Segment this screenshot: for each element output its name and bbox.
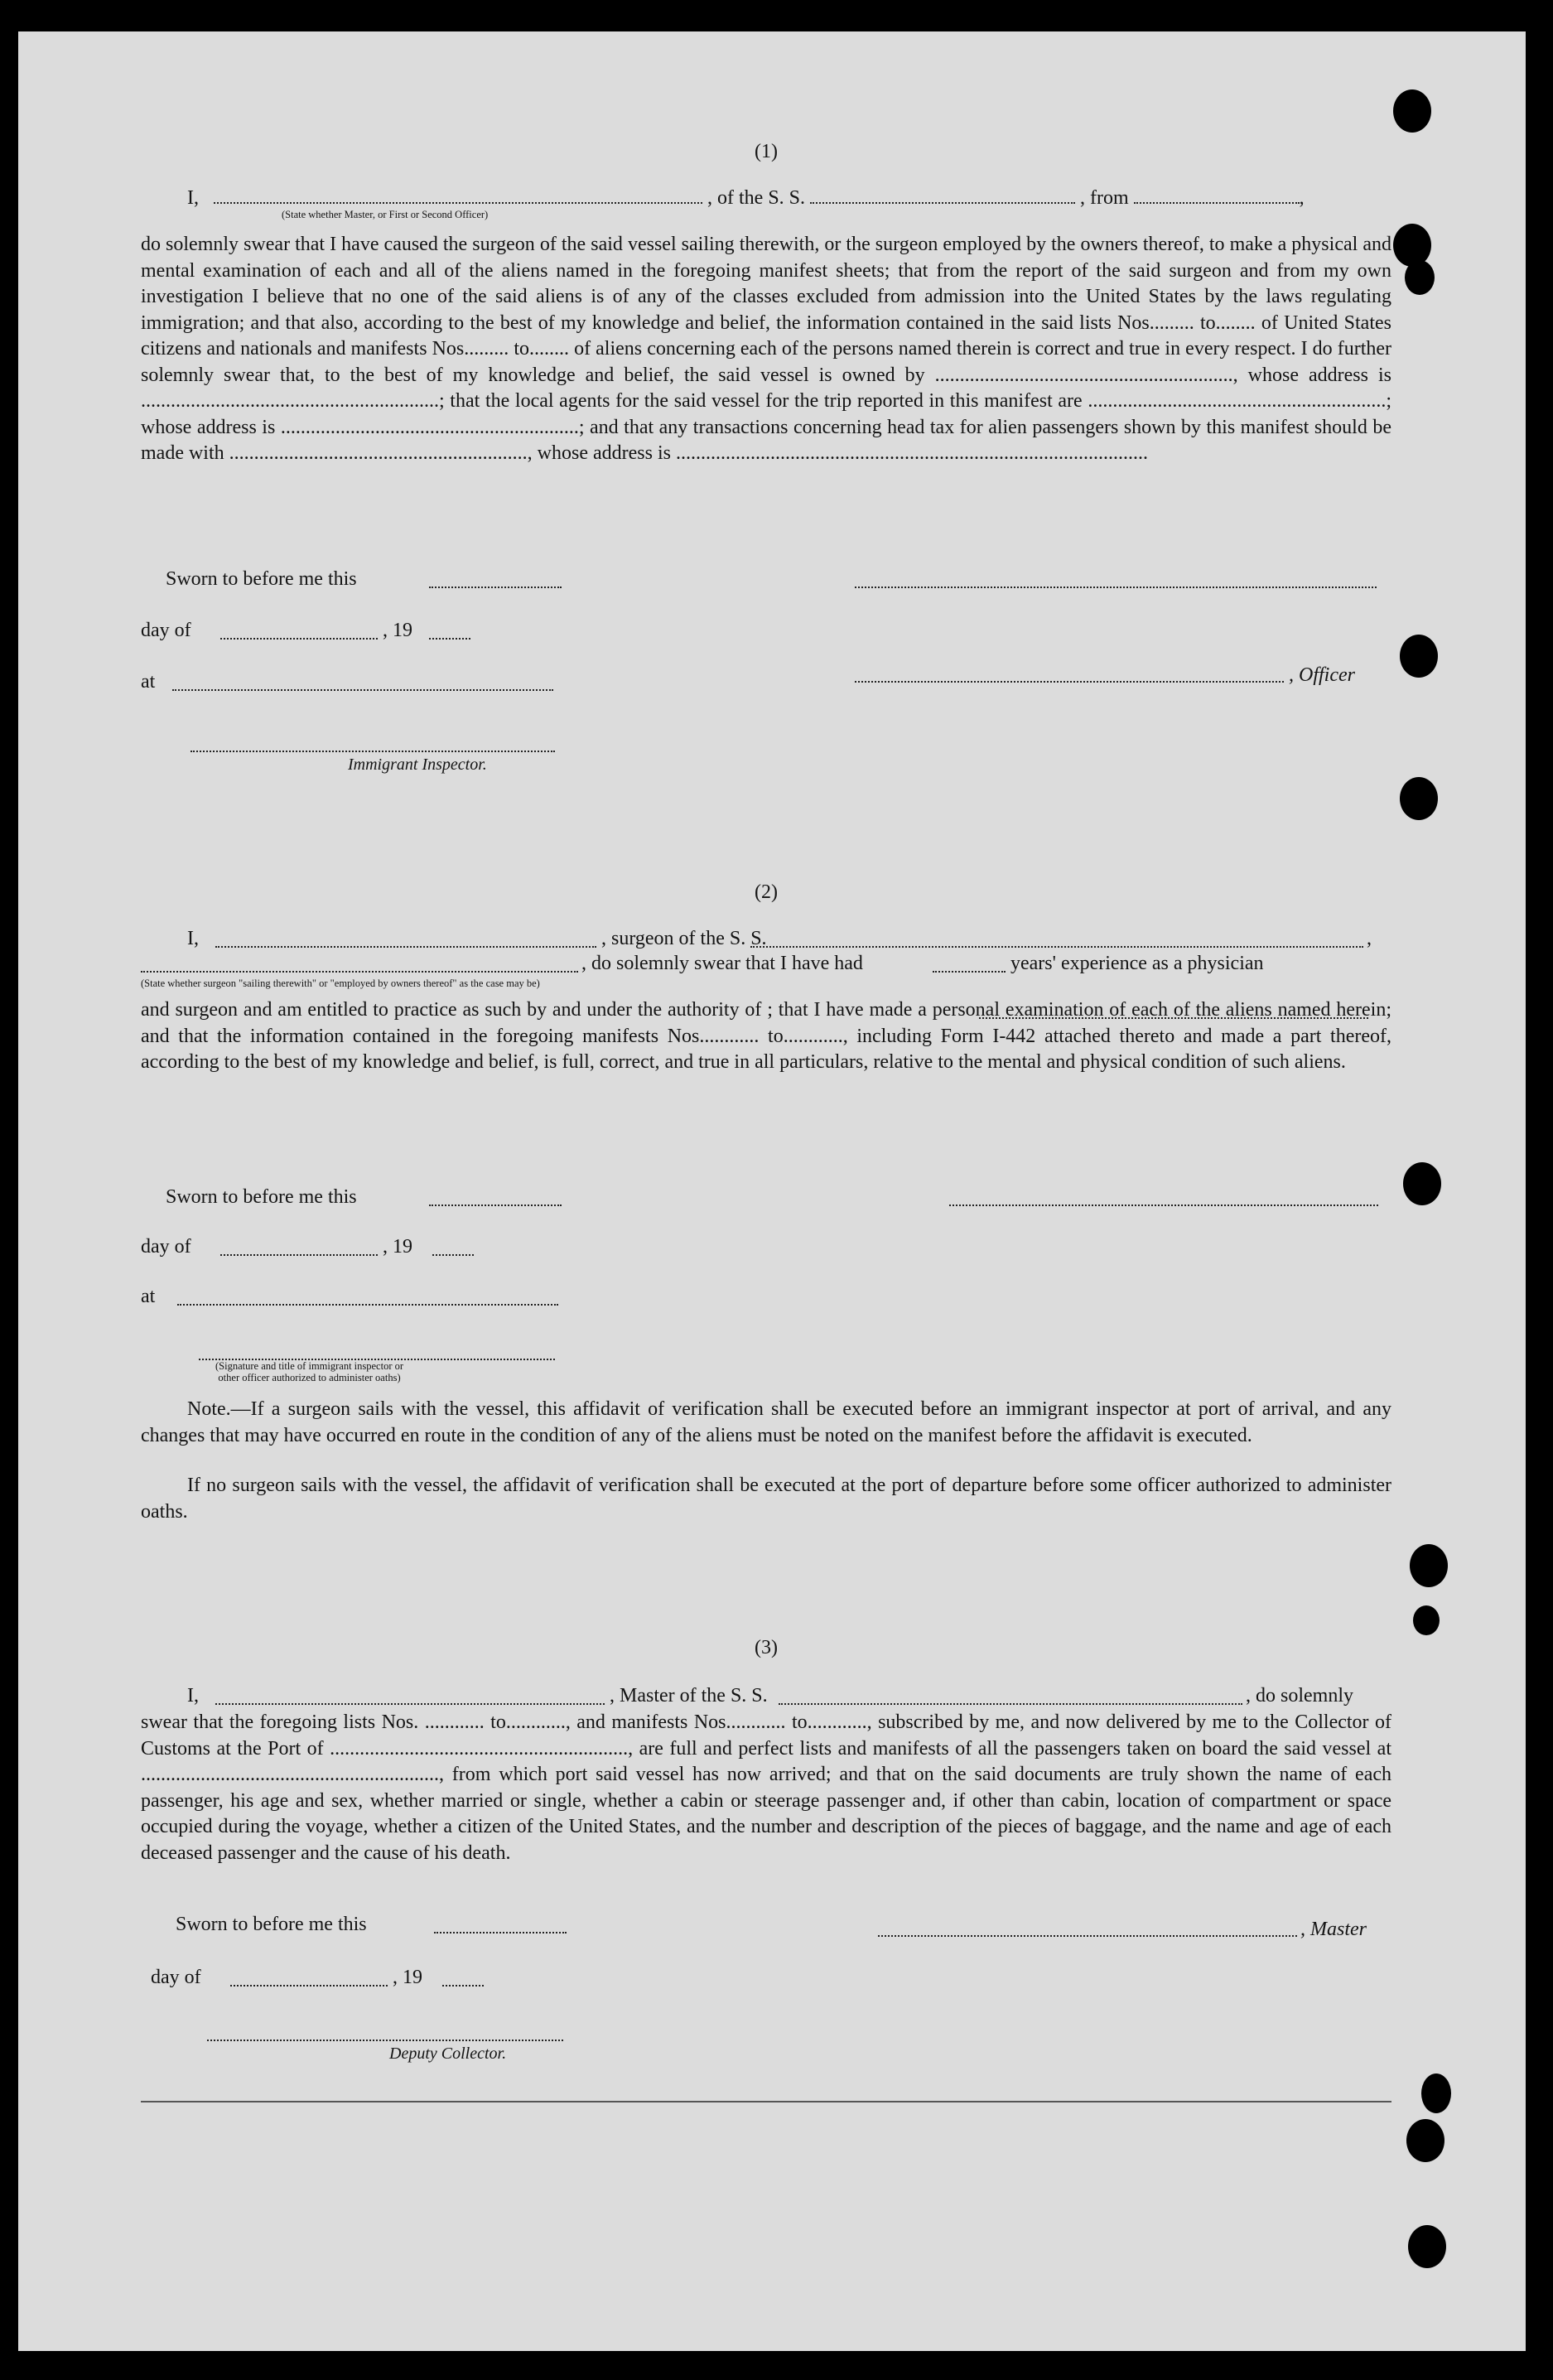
punch-hole bbox=[1406, 2119, 1444, 2162]
section-1-pronoun: I, bbox=[187, 187, 199, 209]
deputy-collector-label: Deputy Collector. bbox=[389, 2044, 507, 2063]
section-2-surgeon-caption: (State whether surgeon "sailing therewith" or "employed by owners thereof" as the case may be) bbox=[141, 978, 540, 989]
day-blank-1[interactable] bbox=[220, 623, 378, 640]
section-3-master-blank[interactable] bbox=[215, 1688, 605, 1705]
at-blank-2[interactable] bbox=[177, 1289, 558, 1306]
section-2-vessel-blank[interactable] bbox=[750, 931, 1363, 948]
punch-hole bbox=[1393, 89, 1431, 133]
punch-hole bbox=[1400, 777, 1438, 820]
years-experience-blank[interactable] bbox=[933, 956, 1006, 973]
section-3-body: swear that the foregoing lists Nos. ............ to............, and manifests Nos............ to............, subscribed by me, and now delivered by me to the Collector of Customs at the Port of ............................................................, are full and perfect lists and manifests of all the passengers taken on board the said vessel at ............................................................, from which port said vessel has now arrived; and that on the said documents are truly shown the name of each passenger, his age and sex, whether married or single, whether a cabin or steerage passenger and, if other than cabin, location of compartment or space occupied during the voyage, whether a citizen of the United States, and the number and description of the pieces of baggage, and the name and age of each deceased passenger and the cause of his death. bbox=[141, 1711, 1391, 1864]
inspector-signature-blank-2[interactable] bbox=[199, 1344, 555, 1360]
section-3-master-label: , Master of the S. S. bbox=[610, 1685, 768, 1707]
officer-signature-blank[interactable] bbox=[855, 666, 1284, 683]
note-1-text: —If a surgeon sails with the vessel, this affidavit of verification shall be executed before an immigrant inspector at port of arrival, and any changes that may have occurred en route in the condition of any of the aliens must be noted on the manifest before the affidavit is executed. bbox=[141, 1398, 1391, 1446]
sworn-label-2: Sworn to before me this bbox=[166, 1186, 357, 1208]
officer-signature-blank-top[interactable] bbox=[855, 572, 1377, 588]
bottom-rule bbox=[141, 2101, 1391, 2102]
surgeon-name-blank[interactable] bbox=[215, 931, 596, 948]
section-3-vessel-blank[interactable] bbox=[779, 1688, 1242, 1705]
sworn-label-3: Sworn to before me this bbox=[176, 1914, 367, 1935]
section-3-solemnly: , do solemnly bbox=[1246, 1685, 1353, 1707]
master-name-blank[interactable] bbox=[214, 187, 702, 204]
section-1-ss-label: , of the S. S. bbox=[707, 187, 806, 209]
year-label-3: , 19 bbox=[393, 1967, 422, 1988]
section-2-heading: (2) bbox=[755, 881, 778, 903]
year-label-2: , 19 bbox=[383, 1236, 412, 1258]
sworn-blank-2[interactable] bbox=[429, 1190, 562, 1206]
year-blank-1[interactable] bbox=[429, 623, 470, 640]
punch-hole bbox=[1410, 1544, 1448, 1587]
punch-hole bbox=[1408, 2225, 1446, 2268]
section-3-heading: (3) bbox=[755, 1637, 778, 1658]
year-blank-3[interactable] bbox=[442, 1970, 484, 1987]
section-1-oath-line: I, , of the S. S. , from , bbox=[187, 187, 1305, 209]
section-2-surgeon-label: , surgeon of the S. S. bbox=[601, 928, 767, 949]
signature-title-caption: (Signature and title of immigrant inspector or other officer authorized to administer oaths) bbox=[215, 1360, 404, 1383]
day-blank-3[interactable] bbox=[230, 1970, 388, 1987]
day-of-label-3: day of bbox=[151, 1967, 201, 1988]
section-2-experience-text: years' experience as a physician bbox=[1010, 953, 1264, 974]
master-label: , Master bbox=[1300, 1919, 1367, 1940]
vessel-name-blank[interactable] bbox=[810, 187, 1075, 204]
sworn-blank-3[interactable] bbox=[434, 1917, 567, 1933]
section-3-pronoun: I, bbox=[187, 1685, 199, 1707]
from-port-blank[interactable] bbox=[1134, 187, 1300, 204]
master-signature-blank[interactable] bbox=[878, 1920, 1297, 1937]
officer-label: , Officer bbox=[1289, 664, 1355, 686]
sworn-blank-1[interactable] bbox=[429, 572, 562, 588]
punch-hole bbox=[1400, 635, 1438, 678]
year-blank-2[interactable] bbox=[432, 1239, 474, 1256]
day-blank-2[interactable] bbox=[220, 1239, 378, 1256]
section-2-body: and surgeon and am entitled to practice as such by and under the authority of ; that I have made a personal examination of each of the aliens named herein; and that the information contained in the foregoing manifests Nos............ to............, including Form I-442 attached thereto and made a part thereof, according to the best of my knowledge and belief, is full, correct, and true in all particulars, relative to the mental and physical condition of such aliens. bbox=[141, 999, 1391, 1073]
note-label: Note. bbox=[187, 1398, 231, 1420]
authority-blank[interactable] bbox=[979, 1002, 1368, 1019]
section-2-pronoun: I, bbox=[187, 928, 199, 949]
day-of-label-1: day of bbox=[141, 620, 191, 641]
deputy-signature-blank[interactable] bbox=[207, 2025, 563, 2041]
punch-hole bbox=[1393, 224, 1431, 267]
surgeon-signature-blank[interactable] bbox=[949, 1190, 1378, 1206]
section-2-swear-text: , do solemnly swear that I have had bbox=[581, 953, 863, 974]
form-page bbox=[18, 31, 1526, 2351]
note-1 bbox=[141, 1397, 1391, 1449]
comma: , bbox=[1367, 928, 1372, 949]
section-1-heading: (1) bbox=[755, 141, 778, 162]
punch-hole bbox=[1405, 260, 1435, 295]
section-1-from-label: , from bbox=[1080, 187, 1129, 209]
at-label-1: at bbox=[141, 671, 156, 693]
inspector-signature-blank[interactable] bbox=[191, 736, 555, 752]
section-1-body: do solemnly swear that I have caused the surgeon of the said vessel sailing therewith, or the surgeon employed by the owners thereof, to make a physical and mental examination of each and all of the aliens named in the foregoing manifest sheets; that from the report of the said surgeon and from my own investigation I believe that no one of the said aliens is of any of the classes excluded from admission into the United States by the laws regulating immigration; and that also, according to the best of my knowledge and belief, the information contained in the said lists Nos......... to........ of United States citizens and nationals and manifests Nos......... to........ of aliens concerning each of the persons named therein is correct and true in every respect. I do further solemnly swear that, to the best of my knowledge and belief, the said vessel is owned by ............................................................, whose address is ............................................................; that the local agents for the said vessel for the trip reported in this manifest are ............................................................; whose address is ............................................................; and that any transactions concerning head tax for alien passengers shown by this manifest should be made with ............................................................, whose address is ............................................................................................... bbox=[141, 234, 1391, 464]
immigrant-inspector-label: Immigrant Inspector. bbox=[348, 756, 487, 774]
at-label-2: at bbox=[141, 1286, 156, 1307]
sworn-label-1: Sworn to before me this bbox=[166, 568, 357, 590]
section-1-master-caption: (State whether Master, or First or Second Officer) bbox=[282, 209, 489, 220]
surgeon-type-blank[interactable] bbox=[141, 956, 578, 973]
at-blank-1[interactable] bbox=[172, 674, 553, 691]
day-of-label-2: day of bbox=[141, 1236, 191, 1258]
punch-hole bbox=[1421, 2073, 1451, 2113]
note-2-text: If no surgeon sails with the vessel, the affidavit of verification shall be executed at the port of departure before some officer authorized to administer oaths. bbox=[141, 1475, 1391, 1523]
punch-hole bbox=[1403, 1162, 1441, 1205]
year-label-1: , 19 bbox=[383, 620, 412, 641]
punch-hole bbox=[1413, 1605, 1440, 1635]
